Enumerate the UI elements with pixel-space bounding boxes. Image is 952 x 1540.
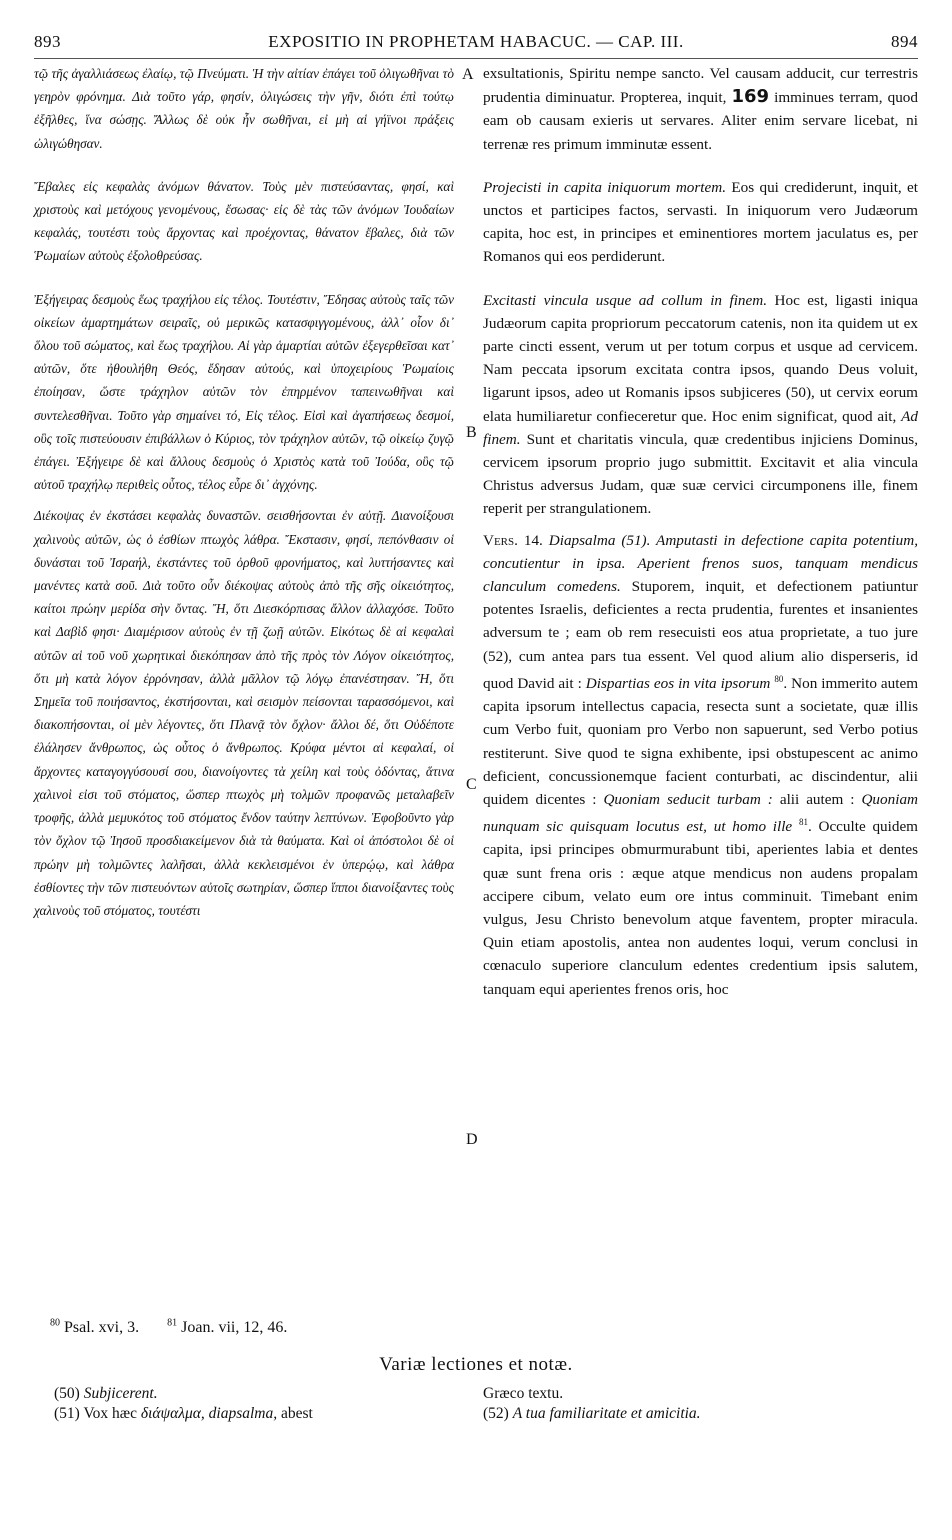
latin-column — [483, 62, 918, 1001]
note: Græco textu. — [483, 1385, 564, 1402]
section-number: 169 — [731, 86, 770, 108]
greek-paragraph: Ἐξήγειρας δεσμοὺς ἕως τραχήλου εἰς τέλος. Τουτέστιν, Ἔδησας αὐτοὺς ταῖς τῶν οἰκείων ἁμαρτημάτων σειραῖς, οὐ μερικῶς κατασφιγγομένους, ἀλλ᾽ οἷον δι᾽ ὅλου τοῦ σώματος, καὶ ἕως τραχήλου. Αἱ γὰρ ἁμαρτίαι αὐτῶν ἐξεγερθεῖσαι κατ᾽ αὐτῶν, ὅτε ἠθουλήθη Θεός, ἔδησαν αὐτούς, καὶ ὑποχειρίους Ῥωμαίοις ἐποίησαν, ὥστε τράχηλον αὐτῶν τὸν ἐπηρμένον ταπεινωθῆναι καὶ συντελεσθῆναι. Τοῦτο γὰρ σημαίνει τό, Εἰς τέλος. Εἰσὶ καὶ ἀγαπήσεως δεσμοί, οὓς τοῖς πιστεύουσιν ἐπιβάλλων ὁ Κύριος, τὸν τράχηλον αὐτῶν, τῷ οἰκείῳ ζυγῷ ἐπάγει. Ἐξήγειρε δὲ καὶ ἄλλους δεσμοὺς ὁ Χριστὸς κατὰ τοῦ Ἰούδα, οὓς τῷ αὐτοῦ τραχήλῳ περιθεὶς οὗτος, τέλος εὗρε δι᾽ ἀγχόνης. — [34, 291, 454, 493]
footnote: $^{80}$ Psal. xvi, 3. — [50, 1318, 140, 1337]
section-marker-b: B — [466, 424, 477, 441]
header-rule — [34, 58, 918, 59]
latin-paragraph: exsultationis, Spiritu nempe sancto. Vel causam adducit, cur terrestris prudentia diminuatur. Propterea, inquit, 169 imminues terram, quod eam ob causam exieris ut servares. Aliter enim servare licebat, ni terrenæ res primum imminutæ essent. — [483, 65, 918, 153]
note: (50) Subjicerent. — [54, 1385, 158, 1402]
running-header — [34, 32, 918, 56]
page-number-left: 893 — [34, 32, 61, 51]
section-marker-d: D — [466, 1131, 478, 1148]
section-marker-c: C — [466, 776, 477, 793]
note: (52) A tua familiaritate et amicitia. — [483, 1405, 701, 1422]
running-title: EXPOSITIO IN PROPHETAM HABACUC. — CAP. III. — [268, 32, 684, 51]
notes-left — [54, 1384, 464, 1424]
greek-column — [34, 62, 454, 922]
greek-paragraph: Διέκοψας ἐν ἐκστάσει κεφαλὰς δυναστῶν. σεισθήσονται ἐν αὐτῇ. Διανοίξουσι χαλινοὺς αὐτῶν, ὡς ὁ ἐσθίων πτωχὸς λάθρα. Ἔκστασιν, φησί, πεπόνθασιν οἱ δυνάσται τοῦ Ἰσραήλ, ἐκστάντες τοῦ ὀρθοῦ φρονήματος, καὶ λυττήσαντες καὶ μανέντες κατὰ σοῦ. Διὰ τοῦτο οὖν διέκοψας αὐτοὺς ἀπὸ τῆς σῆς οἰκειότητος, καίτοι πρώην μερίδα σὴν ὄντας. Ἤ, ὅτι Διεσκόρπισας ἄλλον ἀλλαχόσε. Τοῦτο καὶ Δαβὶδ φησι· Διαμέρισον αὐτοὺς ἐν τῇ ζωῇ αὐτῶν. Εἰκότως δὲ αἱ κεφαλαὶ αὐτῶν αἱ τοῦ νοῦ χωρητικαὶ διεκόπησαν ἀπὸ τῆς πρὸς τὸν Λόγον οἰκειότητος, ὅτι μὴ κατὰ λόγον ἐρρόνησαν, ἀλλὰ μᾶλλον τῷ λόγῳ ἐπανέστησαν. Ἤ, ὅτι Σημεῖα τοῦ ποιήσαντος, ἐκστήσονται, καὶ σεισμὸν πείσονται ταρασσόμενοι, καὶ διακοπήσονται, οἱ μὲν λέγοντες, ὅτι Πλανᾷ τὸν ὄχλον· ἄλλοι δέ, ὅτι Οὐδέποτε ἐλάλησεν ἄνθρωπος, ὡς οὗτος ὁ ἄνθρωπος. Κρύφα μέντοι αἱ κεφαλαί, οἱ ἄρχοντες καταγογγύσουσί σου, διανοίγοντες τὰ χείλη καὶ τοὺς ὀδόντας, ἅτινα χαλινοὶ εἰσι τοῦ στόματος, ὥσπερ πτωχὸς μὴ τολμῶν προφανῶς μεταλαβεῖν τροφῆς, ἀλλὰ μεμυκότος τοῦ στόματος ἔνδον ταύτην λεπτύνων. Ἐφοβοῦντο γὰρ τὸν ὄχλον τῷ Ἰησοῦ προσδιακείμενον διὰ τὰ θαύματα. Καὶ οἱ ἀπόστολοι δὲ οἱ πρώην μὴ τολμῶντες λαλῆσαι, ἀλλὰ κεκλεισμένοι ἐν ὑπερῴῳ, καὶ λάθρα ἐσθίοντες τὴν τῶν πιστευόντων αὐτοῖς σωτηρίαν, ὥσπερ ἵπποι διανοίξαντες τοὺς χαλινοὺς τοῦ στόματος, τουτέστι — [34, 508, 454, 918]
section-marker-a: A — [462, 66, 474, 83]
footnote: $^{81}$ Joan. vii, 12, 46. — [167, 1318, 288, 1337]
footnotes — [50, 1318, 311, 1337]
latin-paragraph: Vers. 14. Diapsalma (51). Amputasti in defectione capita potentium, concutientur in ipsa. Aperient frenos suos, tanquam mendicus clanculum comedens. Stuporem, inquit, et defectionem patiuntur potentes Israelis, deficientes a recta prudentia, furentes et insanientes adversum te ; eam ob rem resecuisti eos atua proprietate, a tuo jure (52), cum antea pars tua essent. Vel quod alium alio disperseris, id quod David ait : Dispartias eos in vita ipsorum $^{80}$. Non immerito autem capita ipsorum intellectus capacia, resecta sunt a societate, quæ illis cum Verbo fuit, quoniam pro Verbo non sapuerunt, sed Verbo potius restiterunt. Sive quod te signa exhibente, ipsi obstupescent ac animo deficient, concussionemque facient conturbati, ac discindentur, alii quidem dicentes : Quoniam seducit turbam : alii autem : Quoniam nunquam sic quisquam locutus est, ut homo ille $^{81}$. Occulte quidem capita, ipsi principes obmurmurabunt tibi, aperientes labia et dentes quæ sunt frena oris : æque atque mendicus non audens propalam accipere cibum, velato eum ore intus comminuit. Timebant enim vulgus, Jesu Christo benevolum atque faventem, propter miracula. Quin etiam apostolis, antea non audentes loqui, verum conclusi in cœnaculo superiore clanculum edentes credentium ipsis salutem, tanquam equi aperientes frenos oris, hoc — [483, 531, 919, 998]
notes-right — [483, 1384, 918, 1424]
footnote-ref: 81 — [798, 817, 808, 828]
note: (51) Vox hæc διάψαλμα, diapsalma, abest — [54, 1405, 313, 1422]
notes-title: Variæ lectiones et notæ. — [379, 1354, 573, 1375]
footnote-ref: 80 — [774, 673, 784, 684]
greek-paragraph: τῷ τῆς ἀγαλλιάσεως ἐλαίῳ, τῷ Πνεύματι. Ἡ τὴν αἰτίαν ἐπάγει τοῦ ὀλιγωθῆναι τὸ γεηρὸν φρόνημα. Διὰ τοῦτο γάρ, φησίν, ὀλιγώσεις τὴν γῆν, διότι ἐπὶ τούτῳ ἐξῆλθες, ἵνα σώσῃς. Ἄλλως δὲ οὐκ ἦν σωθῆναι, εἰ μὴ αἱ γήϊνοι πράξεις ὠλιγώθησαν. — [34, 66, 454, 151]
latin-paragraph: Projecisti in capita iniquorum mortem. Eos qui crediderunt, inquit, et unctos et participes factos, servasti. In iniquorum vero Judæorum capita, hoc est, in principes et eminentiores mortem jaculatus es, per Romanos qui eos perdiderunt. — [483, 178, 919, 266]
latin-paragraph: Excitasti vincula usque ad collum in finem. Hoc est, ligasti iniqua Judæorum capita propriorum peccatorum catenis, non ita quidem ut ex parte cincti essent, verum ut per totum corpus et usque ad cervicem. Nam peccata ipsorum excitata contra ipsos, quando Deus voluit, ligarunt ipsos, adeo ut Romanis ipsos subjiceres (50), ut cervix eorum elata humiliaretur confieceretur que. Hoc enim significat, quod ait, Ad finem. Sunt et charitatis vincula, quæ credentibus injiciens Dominus, cervicem ipsorum proprio jugo submittit. Excitavit et alia vincula Christus adversus Judam, quæ suæ cervici circumponens ille, finem reperit per strangulationem. — [483, 291, 919, 518]
greek-paragraph: Ἔβαλες εἰς κεφαλὰς ἀνόμων θάνατον. Τοὺς μὲν πιστεύσαντας, φησί, καὶ χριστοὺς καὶ μετόχους γενομένους, ἔσωσας· εἰς δὲ τὰς τῶν ἀνόμων Ἰουδαίων κεφαλάς, τουτέστι τοὺς ἄρχοντας καὶ προέχοντας, θάνατον ἔβαλες, διὰ τῶν Ῥωμαίων αὐτοὺς ἐξολοθρεύσας. — [34, 178, 454, 264]
page-number-right: 894 — [891, 32, 918, 51]
